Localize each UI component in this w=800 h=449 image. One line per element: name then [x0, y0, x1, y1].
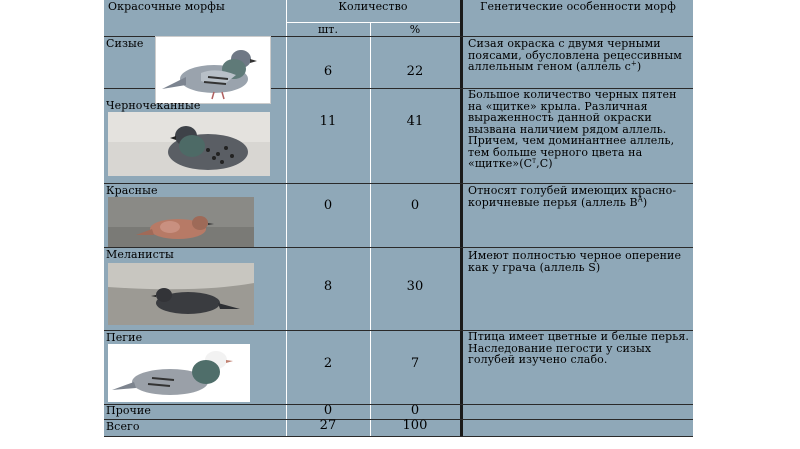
- row-count-5: 2: [323, 356, 333, 371]
- pigeon-morph-table: [104, 0, 693, 437]
- row-percent-3: 0: [410, 198, 420, 213]
- photo-checkered-pigeon: [108, 112, 270, 176]
- row-name-5: Пегие: [106, 331, 143, 344]
- photo-red-pigeon: [108, 197, 254, 247]
- row-count-7: 27: [319, 418, 337, 433]
- row-name-1: Сизые: [106, 37, 144, 50]
- header-col-morph: Окрасочные морфы: [108, 0, 225, 13]
- row-desc-2: Большое количество черных пятен на «щитке» крыла. Различная выраженность данной окраски вызвана наличием рядом аллель. Причем, чем доминантнее аллель, тем больше черного цвета на «$щитке»(С^т,С)$: [468, 88, 677, 170]
- row-percent-6: 0: [410, 403, 420, 418]
- row-percent-5: 7: [410, 356, 420, 371]
- row-name-4: Меланисты: [106, 248, 174, 261]
- row-percent-7: 100: [402, 418, 428, 433]
- row-count-4: 8: [323, 279, 333, 294]
- row-count-2: 11: [319, 114, 337, 129]
- photo-melanistic-pigeon: [108, 263, 254, 325]
- row-name-2: Черночеканные: [106, 99, 201, 112]
- row-percent-2: 41: [406, 114, 424, 129]
- row-percent-4: 30: [406, 279, 424, 294]
- row-desc-1: Сизая окраска с двумя черными поясами, обусловлена рецессивным аллельным геном (аллель с+): [468, 37, 682, 73]
- row-name-7: Всего: [106, 420, 140, 433]
- photo-pied-pigeon: [108, 344, 250, 402]
- row-desc-5: Птица имеет цветные и белые перья. Наследование пегости у сизых голубей изучено слабо.: [468, 330, 689, 366]
- row-desc-3: Относят голубей имеющих красно-коричневые перья (аллель $B^A$): [468, 184, 677, 209]
- row-count-6: 0: [323, 403, 333, 418]
- row-name-3: Красные: [106, 184, 158, 197]
- header-col-count-percent: %: [409, 23, 421, 36]
- photo-rock-pigeon: [155, 36, 271, 104]
- row-desc-4: Имеют полностью черное оперение как у грача (аллель S): [468, 249, 682, 274]
- row-name-6: Прочие: [106, 404, 151, 417]
- header-col-count: Количество: [338, 0, 408, 13]
- row-count-3: 0: [323, 198, 333, 213]
- row-count-1: 6: [323, 64, 333, 79]
- header-col-count-pcs: шт.: [317, 23, 339, 36]
- row-percent-1: 22: [406, 64, 424, 79]
- header-col-genetics: Генетические особенности морф: [480, 0, 676, 13]
